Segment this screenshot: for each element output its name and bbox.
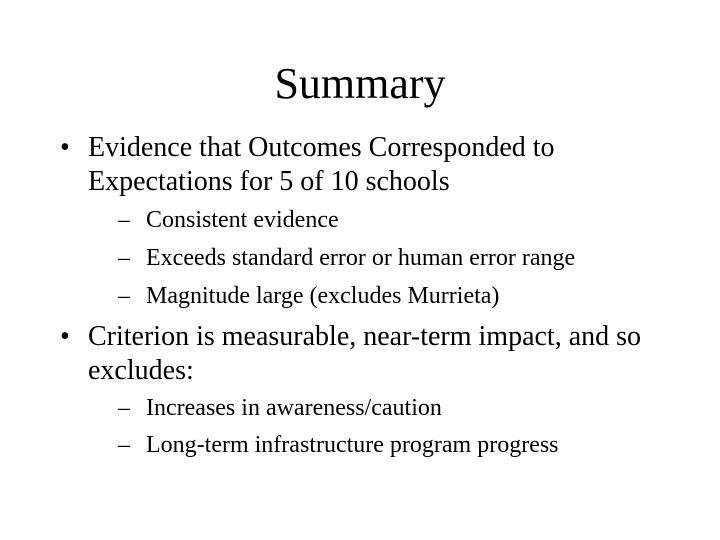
- sub-item: [118, 278, 698, 315]
- bullet-marker: •: [60, 132, 70, 163]
- bullet-text: Criterion is measurable, near-term impact, and so excludes:: [88, 321, 642, 386]
- sub-item: [118, 240, 698, 277]
- bullet-item: [60, 320, 680, 388]
- dash-marker: –: [118, 207, 130, 233]
- dash-marker: –: [118, 283, 130, 309]
- dash-marker: –: [118, 245, 130, 271]
- sub-item-text: Consistent evidence: [146, 207, 339, 233]
- sub-item: [118, 202, 698, 239]
- sub-item: [118, 427, 698, 464]
- slide-title: Summary: [274, 59, 446, 108]
- sub-item-text: Exceeds standard error or human error range: [146, 245, 576, 271]
- sub-item-text: Increases in awareness/caution: [146, 395, 442, 421]
- sub-item-text: Long-term infrastructure program progress: [146, 432, 559, 458]
- dash-marker: –: [118, 395, 130, 421]
- bullet-marker: •: [60, 321, 70, 352]
- bullet-item: [60, 131, 680, 199]
- dash-marker: –: [118, 432, 130, 458]
- sub-item: [118, 390, 698, 427]
- sub-item-text: Magnitude large (excludes Murrieta): [146, 283, 500, 309]
- bullet-text: Evidence that Outcomes Corresponded to Expectations for 5 of 10 schools: [88, 132, 555, 197]
